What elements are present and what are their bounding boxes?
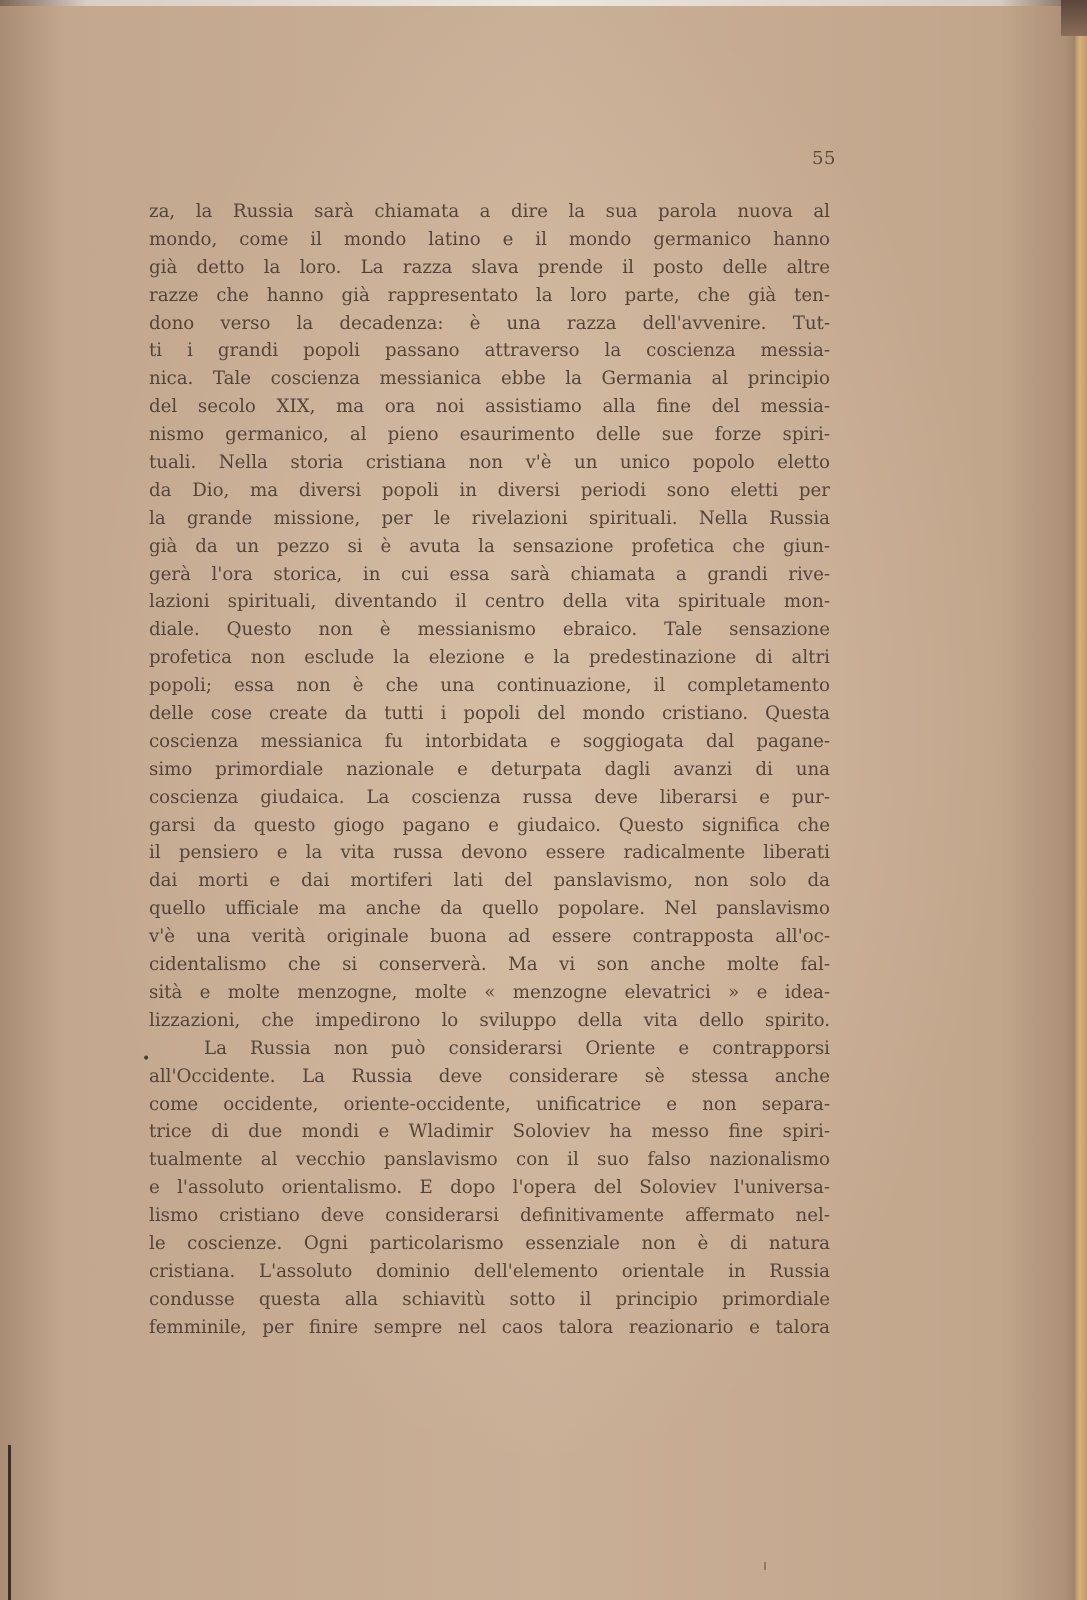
text-line: sità e molte menzogne, molte « menzogne elevatrici » e idea- xyxy=(149,981,830,1003)
text-line: già detto la loro. La razza slava prende il posto delle altre xyxy=(149,256,830,278)
text-line: nica. Tale coscienza messianica ebbe la Germania al principio xyxy=(149,368,830,390)
text-line: popoli; essa non è che una continuazione, il completamento xyxy=(149,675,830,697)
text-line: La Russia non può considerarsi Oriente e contrapporsi xyxy=(204,1037,830,1059)
text-line: le coscienze. Ogni particolarismo essenziale non è di natura xyxy=(149,1232,830,1254)
text-line: lismo cristiano deve considerarsi definitivamente affermato nel- xyxy=(149,1205,830,1227)
text-line: simo primordiale nazionale e deturpata dagli avanzi di una xyxy=(149,758,830,780)
text-line: quello ufficiale ma anche da quello popolare. Nel panslavismo xyxy=(149,898,830,920)
text-line: diale. Questo non è messianismo ebraico. Tale sensazione xyxy=(149,619,830,641)
page-right-edge xyxy=(1075,36,1087,1600)
text-line: tuali. Nella storia cristiana non v'è un unico popolo eletto xyxy=(149,452,830,474)
text-line: coscienza giudaica. La coscienza russa deve liberarsi e pur- xyxy=(149,786,830,808)
text-line: dono verso la decadenza: è una razza dell'avvenire. Tut- xyxy=(149,312,830,334)
text-line: ti i grandi popoli passano attraverso la coscienza messia- xyxy=(149,340,830,362)
text-line: il pensiero e la vita russa devono essere radicalmente liberati xyxy=(149,842,830,864)
text-line: dai morti e dai mortiferi lati del panslavismo, non solo da xyxy=(149,870,830,892)
text-line: cidentalismo che si conserverà. Ma vi son anche molte fal- xyxy=(149,954,830,976)
text-line: mondo, come il mondo latino e il mondo germanico hanno xyxy=(149,228,830,250)
text-line: del secolo XIX, ma ora noi assistiamo alla fine del messia- xyxy=(149,396,830,418)
paper-speck xyxy=(764,1562,766,1570)
margin-mark: • xyxy=(142,1051,151,1067)
text-line: tualmente al vecchio panslavismo con il suo falso nazionalismo xyxy=(149,1149,830,1171)
text-line: la grande missione, per le rivelazioni spirituali. Nella Russia xyxy=(149,507,830,529)
text-line: delle cose create da tutti i popoli del mondo cristiano. Questa xyxy=(149,703,830,725)
text-line: lazioni spirituali, diventando il centro della vita spirituale mon- xyxy=(149,591,830,613)
text-line: condusse questa alla schiavitù sotto il principio primordiale xyxy=(149,1288,830,1310)
text-line: za, la Russia sarà chiamata a dire la sua parola nuova al xyxy=(149,201,830,222)
page-number: 55 xyxy=(812,148,836,169)
text-line: e l'assoluto orientalismo. E dopo l'opera del Soloviev l'universa- xyxy=(149,1177,830,1199)
text-line: razze che hanno già rappresentato la loro parte, che già ten- xyxy=(149,284,830,306)
text-line: lizzazioni, che impedirono lo sviluppo della vita dello spirito. xyxy=(149,1009,830,1031)
text-line: profetica non esclude la elezione e la predestinazione di altri xyxy=(149,647,830,669)
text-line: come occidente, oriente-occidente, unificatrice e non separa- xyxy=(149,1093,830,1115)
text-line: da Dio, ma diversi popoli in diversi periodi sono eletti per xyxy=(149,479,830,501)
text-line: garsi da questo giogo pagano e giudaico. Questo significa che xyxy=(149,814,830,836)
text-line: all'Occidente. La Russia deve considerare sè stessa anche xyxy=(149,1065,830,1087)
text-line: v'è una verità originale buona ad essere contrapposta all'oc- xyxy=(149,926,830,948)
text-line: coscienza messianica fu intorbidata e soggiogata dal pagane- xyxy=(149,730,830,752)
text-line: cristiana. L'assoluto dominio dell'elemento orientale in Russia xyxy=(149,1260,830,1282)
top-edge-band xyxy=(0,0,1087,6)
text-line: gerà l'ora storica, in cui essa sarà chiamata a grandi rive- xyxy=(149,563,830,585)
left-binding-mark xyxy=(8,1445,11,1600)
text-line: femminile, per finire sempre nel caos talora reazionario e talora xyxy=(149,1316,830,1338)
body-text xyxy=(149,198,830,1342)
text-line: trice di due mondi e Wladimir Soloviev ha messo fine spiri- xyxy=(149,1121,830,1143)
top-right-shadow xyxy=(1061,0,1087,36)
text-line: già da un pezzo si è avuta la sensazione profetica che giun- xyxy=(149,535,830,557)
text-line: nismo germanico, al pieno esaurimento delle sue forze spiri- xyxy=(149,424,830,446)
